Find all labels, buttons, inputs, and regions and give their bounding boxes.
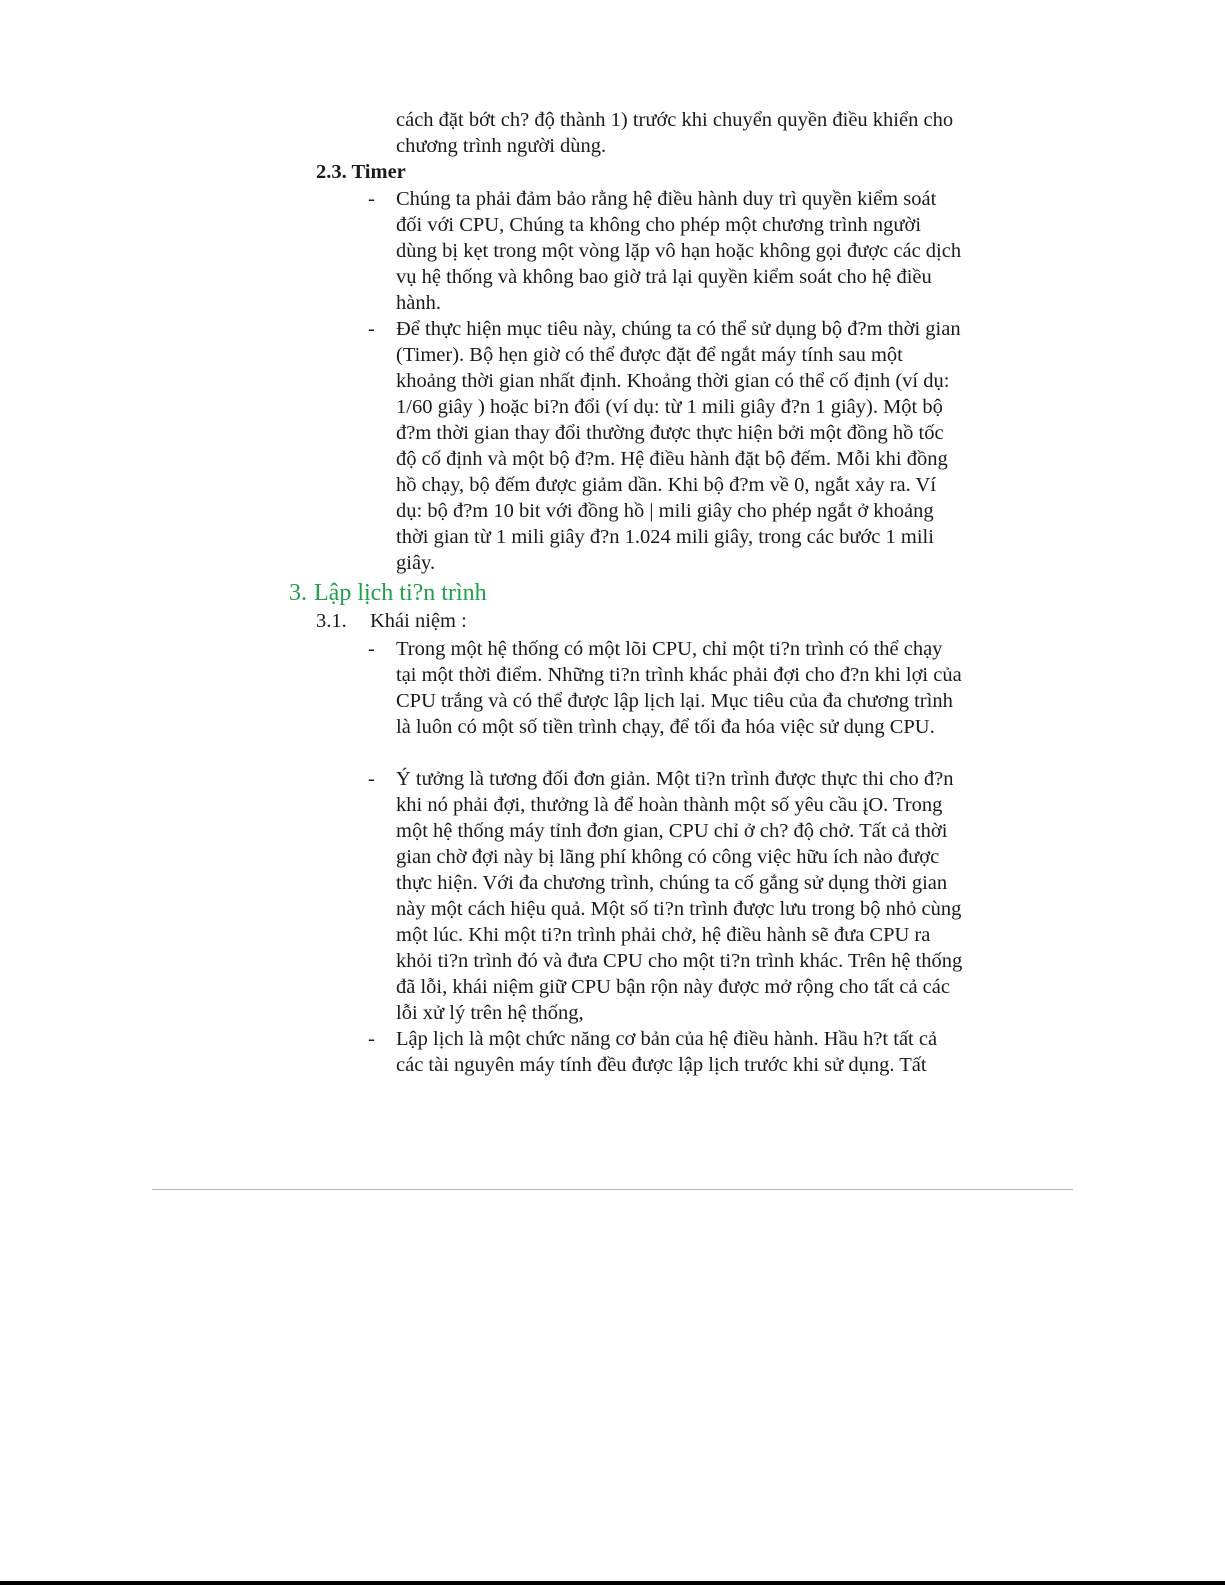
concept-bullet-3: Lập lịch là một chức năng cơ bản của hệ điều hành. Hầu h?t tất cả các tài nguyên máy tính đều được lập lịch trước khi sử dụng. Tất [396, 1028, 938, 1076]
continued-paragraph: cách đặt bớt ch? độ thành 1) trước khi chuyển quyền điều khiển cho chương trình người dùng. [396, 109, 954, 157]
bullet-marker: - [368, 1028, 375, 1050]
bullet-marker: - [368, 638, 375, 660]
section-title: Lập lịch ti?n trình [314, 580, 487, 606]
section-heading [289, 578, 487, 608]
section-number: 3. [289, 580, 307, 606]
concept-bullet-1: Trong một hệ thống có một lõi CPU, chỉ một ti?n trình có thể chạy tại một thời điểm. Những ti?n trình khác phải đợi cho đ?n khi lợi của CPU trắng và có thể được lập lịch lại. Mục tiêu của đa chương trình là luôn có một số tiền trình chạy, để tối đa hóa việc sử dụng CPU. [396, 638, 962, 738]
subsection-heading-concept [316, 608, 467, 634]
bullet-marker: - [368, 768, 375, 790]
timer-bullet-1: Chúng ta phải đảm bảo rằng hệ điều hành duy trì quyền kiểm soát đối với CPU, Chúng ta không cho phép một chương trình người dùng bị kẹt trong một vòng lặp vô hạn hoặc không gọi được các dịch vụ hệ thống và không bao giờ trả lại quyền kiểm soát cho hệ điều hành. [396, 188, 962, 314]
page-divider [152, 1189, 1073, 1190]
bottom-edge-rule [0, 1581, 1225, 1585]
subsection-number: 3.1. [316, 610, 347, 632]
subsection-title: Khái niệm : [370, 610, 467, 632]
bullet-marker: - [368, 188, 375, 210]
subsection-heading-timer: 2.3. Timer [316, 161, 406, 183]
bullet-marker: - [368, 318, 375, 340]
timer-bullet-2: Để thực hiện mục tiêu này, chúng ta có thể sử dụng bộ đ?m thời gian (Timer). Bộ hẹn giờ có thể được đặt để ngắt máy tính sau một khoảng thời gian nhất định. Khoảng thời gian có thể cố định (ví dụ: 1/60 giây ) hoặc bi?n đổi (ví dụ: từ 1 mili giây đ?n 1 giây). Một bộ đ?m thời gian thay đổi thường được thực hiện bởi một đồng hồ tốc độ cố định và một bộ đ?m. Hệ điều hành đặt bộ đếm. Mỗi khi đồng hồ chạy, bộ đếm được giảm dần. Khi bộ đ?m về 0, ngắt xảy ra. Ví dụ: bộ đ?m 10 bit với đồng hồ | mili giây cho phép ngắt ở khoảng thời gian từ 1 mili giây đ?n 1.024 mili giây, trong các bước 1 mili giây. [396, 318, 961, 574]
concept-bullet-2: Ý tưởng là tương đối đơn giản. Một ti?n trình được thực thi cho đ?n khi nó phải đợi, thưởng là để hoàn thành một số yêu cầu įO. Trong một hệ thống máy tỉnh đơn gian, CPU chỉ ở ch? độ chở. Tất cả thời gian chờ đợi này bị lãng phí không có công việc hữu ích nào được thực hiện. Với đa chương trình, chúng ta cố gắng sử dụng thời gian này một cách hiệu quả. Một số ti?n trình được lưu trong bộ nhỏ cùng một lúc. Khi một ti?n trình phải chở, hệ điều hành sẽ đưa CPU ra khỏi ti?n trình đó và đưa CPU cho một ti?n trình khác. Trên hệ thống đã lỗi, khái niệm giữ CPU bận rộn này được mở rộng cho tất cả các lỗi xử lý trên hệ thống, [396, 768, 963, 1024]
